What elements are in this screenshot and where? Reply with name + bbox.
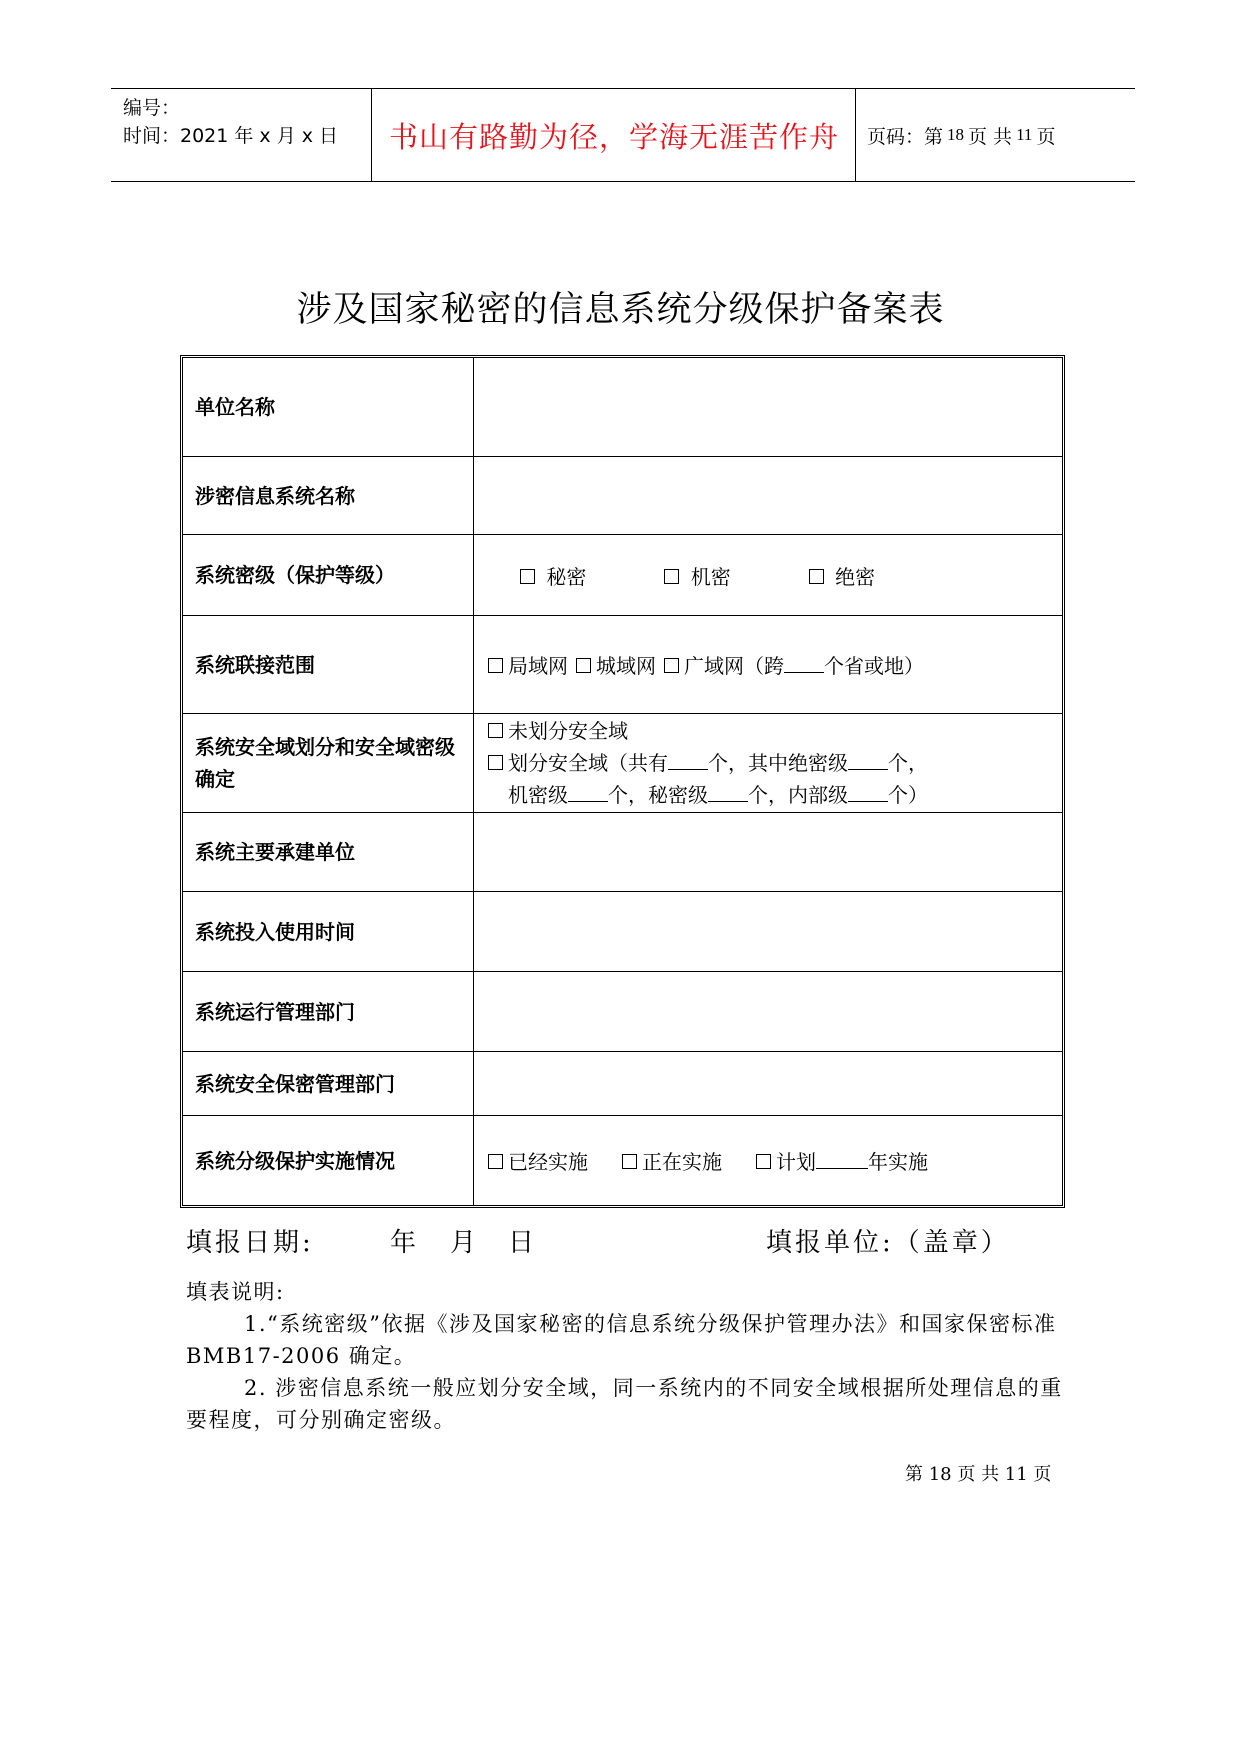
document-title: 涉及国家秘密的信息系统分级保护备案表 xyxy=(296,290,945,330)
checkbox-icon[interactable] xyxy=(664,658,679,673)
option-no-domain[interactable]: 未划分安全域 xyxy=(488,715,628,747)
page-end-label: 页 xyxy=(1036,125,1056,148)
system-name-label: 涉密信息系统名称 xyxy=(183,457,474,534)
header-band xyxy=(111,88,1135,182)
row-network-scope xyxy=(183,616,1062,714)
checkbox-icon[interactable] xyxy=(756,1154,771,1169)
row-implementation xyxy=(183,1116,1062,1205)
header-page-counter xyxy=(867,89,1135,181)
fill-year: 年 xyxy=(390,1228,420,1258)
checkbox-icon[interactable] xyxy=(488,755,503,770)
time-label: 时间：2021 年 x 月 x 日 xyxy=(123,125,339,147)
option-confidential[interactable]: 机密 xyxy=(664,561,730,590)
filing-form-table xyxy=(180,355,1065,1208)
checkbox-icon[interactable] xyxy=(664,569,679,584)
domain-total-blank[interactable] xyxy=(668,751,708,770)
checkbox-icon[interactable] xyxy=(809,569,824,584)
ops-dept-field[interactable] xyxy=(474,972,1062,1051)
note-item-1: 1.“系统密级”依据《涉及国家秘密的信息系统分级保护管理办法》和国家保密标准 BMB17-2006 确定。 xyxy=(186,1312,1057,1368)
row-security-domain xyxy=(183,714,1062,813)
option-man[interactable]: 城域网 xyxy=(576,650,656,679)
checkbox-icon[interactable] xyxy=(488,658,503,673)
page-footer: 第 18 页 共 11 页 xyxy=(905,1464,1052,1485)
confidential-count-blank[interactable] xyxy=(568,783,608,802)
notes-heading: 填表说明: xyxy=(186,1280,285,1304)
header-meta xyxy=(111,89,372,181)
security-dept-label: 系统安全保密管理部门 xyxy=(183,1052,474,1115)
option-lan[interactable]: 局域网 xyxy=(488,650,568,679)
filling-notes xyxy=(186,1276,1066,1436)
checkbox-icon[interactable] xyxy=(622,1154,637,1169)
unit-name-field[interactable] xyxy=(474,358,1062,456)
option-implemented[interactable]: 已经实施 xyxy=(488,1146,588,1175)
fill-month: 月 xyxy=(450,1228,480,1258)
option-top-secret[interactable]: 绝密 xyxy=(809,561,875,590)
page-label: 页码：第 xyxy=(867,125,944,148)
planned-year-blank[interactable] xyxy=(816,1150,868,1169)
secret-count-blank[interactable] xyxy=(708,783,748,802)
top-secret-count-blank[interactable] xyxy=(848,751,888,770)
domain-breakdown: 机密级 个，秘密级 个，内部级 个） xyxy=(508,783,928,807)
security-domain-options xyxy=(474,714,1062,812)
page-number: 18 xyxy=(947,125,965,144)
row-ops-dept xyxy=(183,972,1062,1052)
contractor-label: 系统主要承建单位 xyxy=(183,813,474,891)
serial-label: 编号： xyxy=(123,97,181,119)
row-security-dept xyxy=(183,1052,1062,1116)
checkbox-icon[interactable] xyxy=(520,569,535,584)
option-wan[interactable]: 广域网（跨 个省或地） xyxy=(664,650,924,679)
start-time-field[interactable] xyxy=(474,892,1062,971)
fill-unit-label: 填报单位:（盖章） xyxy=(766,1228,1010,1258)
row-start-time xyxy=(183,892,1062,972)
security-dept-field[interactable] xyxy=(474,1052,1062,1115)
fill-day: 日 xyxy=(508,1228,538,1258)
fill-date-label: 填报日期: xyxy=(186,1228,314,1258)
system-name-field[interactable] xyxy=(474,457,1062,534)
network-scope-options xyxy=(474,616,1062,713)
internal-count-blank[interactable] xyxy=(848,783,888,802)
start-time-label: 系统投入使用时间 xyxy=(183,892,474,971)
option-planned[interactable]: 计划 年实施 xyxy=(756,1146,928,1175)
motto: 书山有路勤为径，学海无涯苦作舟 xyxy=(388,119,839,154)
page-mid-label: 页 共 xyxy=(968,125,1013,148)
network-scope-label: 系统联接范围 xyxy=(183,616,474,713)
security-domain-label: 系统安全域划分和安全域密级确定 xyxy=(183,714,474,812)
implementation-options xyxy=(474,1116,1062,1205)
implementation-label: 系统分级保护实施情况 xyxy=(183,1116,474,1205)
option-secret[interactable]: 秘密 xyxy=(520,561,586,590)
ops-dept-label: 系统运行管理部门 xyxy=(183,972,474,1051)
row-classification xyxy=(183,535,1062,616)
classification-label: 系统密级（保护等级） xyxy=(183,535,474,615)
checkbox-icon[interactable] xyxy=(576,658,591,673)
header-motto-cell xyxy=(373,89,856,181)
option-with-domain[interactable]: 划分安全域（共有 个，其中绝密级 个， xyxy=(488,747,928,779)
row-contractor xyxy=(183,813,1062,892)
checkbox-icon[interactable] xyxy=(488,1154,503,1169)
classification-options xyxy=(474,535,1062,615)
note-item-2: 2. 涉密信息系统一般应划分安全域，同一系统内的不同安全域根据所处理信息的重要程度，可分别确定密级。 xyxy=(186,1376,1063,1432)
row-unit-name xyxy=(183,358,1062,457)
option-in-progress[interactable]: 正在实施 xyxy=(622,1146,722,1175)
checkbox-icon[interactable] xyxy=(488,723,503,738)
page-total: 11 xyxy=(1016,125,1033,144)
province-count-blank[interactable] xyxy=(784,654,824,673)
row-system-name xyxy=(183,457,1062,535)
unit-name-label: 单位名称 xyxy=(183,358,474,456)
contractor-field[interactable] xyxy=(474,813,1062,891)
